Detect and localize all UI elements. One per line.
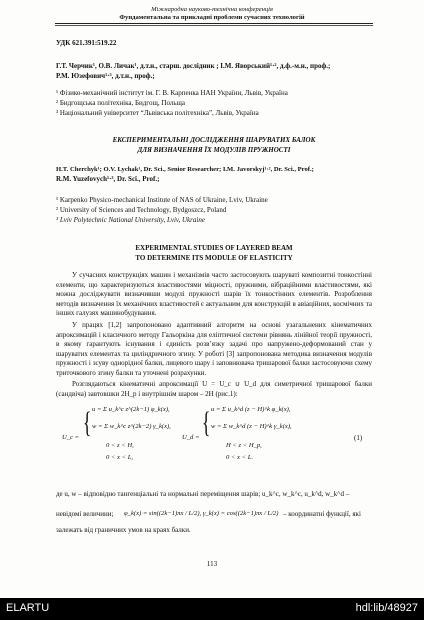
after-eq-line1: де u, w – відповідно тангенціальні та нормальні переміщення шарів; u_k^c, w_k^c, u_k^d, w_k^d – — [56, 490, 350, 498]
eq-right-cond1: H < z < H_p, — [226, 442, 262, 449]
title-en-line1: EXPERIMENTAL STUDIES OF LAYERED BEAM — [135, 244, 293, 252]
udk-code: УДК 621.391:519.22 — [56, 39, 117, 47]
footer-bar — [0, 598, 424, 620]
eq-right-brace: { — [201, 406, 211, 439]
affiliation-ua-2: ² Бидгощська політехніка, Бидгощ, Польща — [56, 99, 186, 107]
affiliation-en-3: ³ Lviv Polytechnic National University, Lviv, Ukraine — [56, 216, 205, 224]
eq-right-cond2: 0 < x < L. — [226, 454, 254, 461]
paragraph-1: У сучасних конструкціях машин і механізмів часто застосовують шаруваті композитні тонкостінні елементи, що характеризуються властивостями міцності, пружними, вібраційними властивостями, які можна досліджувати визначивши модулі пружності шарів їх тонкостінних елементів. Розроблення методів визначення їх механічних властивостей є актуальним для конструкцій в авіаційних, космічних та інших галузях машинобудування. — [56, 271, 372, 317]
authors-en-line1: H.T. Cherchyk¹; O.V. Lychak¹, Dr. Sci., Senior Researcher; I.M. Javorskyj¹·², Dr. Sci., Prof.; — [56, 166, 314, 173]
affiliation-en-1: ¹ Karpenko Physico-mechanical Institute of NAS of Ukraine, Lviv, Ukraine — [56, 196, 268, 204]
header-rule-thin — [55, 25, 373, 26]
eq-left-cond1: 0 < z < H, — [106, 442, 134, 449]
paragraph-2: У працях [1,2] запропоновано адаптивний алгоритм на основі узагальнених кінематичних апроксимацій і класичного методу Гальоркіна для еліптичної системи рівнянь лінійної теорії пружності, в якому гарантують існування і єдиність розв’язку задачі про напружено-деформований стан у шаруватих елементах та циліндричного згину. У роботі [3] запропонована методика визначення модулів пружності і зсуву однорідної балки, лицевого шару і заповнювача тришарової балки застосовуючи схему триточкового згину балки та уточнені розрахунки. — [56, 321, 372, 377]
eq-right-line1: u = Σ u_k^d (z − H)^k φ_k(x), — [211, 406, 291, 413]
authors-ua-line1: Г.Т. Черчик¹, О.В. Личак¹, д.т.н., старш. дослідник ; І.М. Яворський¹·², д.ф.-м.н., проф.; — [56, 62, 331, 70]
authors-ua-line2: Р.М. Юзефович¹·³, д.т.н., проф.; — [56, 72, 155, 80]
affiliation-ua-1: ¹ Фізико-механічний інститут ім. Г. В. Карпенка НАН України, Львів, Україна — [56, 89, 288, 97]
title-ua-line1: ЕКСПЕРИМЕНТАЛЬНІ ДОСЛІДЖЕННЯ ШАРУВАТИХ БАЛОК — [112, 136, 316, 144]
title-en-line2: TO DETERMINE ITS MODULE OF ELASTICITY — [135, 254, 293, 262]
eq-right-line2: w = Σ w_k^d (z − H)^k γ_k(x), — [211, 423, 292, 430]
after-eq-line2a: невідомі величини; — [56, 510, 114, 518]
conference-title: Фундаментальна та прикладні проблеми сучасних технологій — [119, 14, 305, 21]
footer-left: ELARTU — [6, 602, 50, 614]
conference-header: Міжнародна науково-технічна конференція — [151, 6, 273, 13]
eq-left-line2: w = Σ w_k^c z^(2k−2) γ_k(x), — [92, 423, 171, 430]
equation-number: (1) — [354, 434, 363, 442]
after-eq-line2b: φ_k(x) = sin((2k−1)πx / L/2), γ_k(x) = cos((2k−1)πx / L/2) — [124, 510, 279, 517]
after-eq-line3: залежать від граничних умов на краях балки. — [56, 526, 191, 534]
title-ua-line2: ДЛЯ ВИЗНАЧЕННЯ ЇХ МОДУЛІВ ПРУЖНОСТІ — [137, 146, 291, 154]
header-rule — [55, 23, 373, 24]
after-eq-line2c: – координатні функції, які — [283, 510, 361, 518]
paragraph-3: Розглядаються кінематичні апроксимації U = U_c ∪ U_d для симетричної тришарової балки (сандвіча) завтовшки 2H_p і внутрішнім шаром – 2H (рис.1): — [56, 380, 372, 398]
authors-en-line2: R.M. Yuzefovych¹·³, Dr. Sci., Prof.; — [56, 175, 160, 183]
affiliation-en-2: ² University of Sciences and Technology, Bydgoszcz, Poland — [56, 206, 227, 214]
equation-block — [56, 402, 372, 482]
page-number: 113 — [206, 560, 218, 568]
eq-left-cond2: 0 < x < L, — [106, 454, 134, 461]
eq-left-line1: u = Σ u_k^c z^(2k−1) φ_k(x), — [92, 406, 170, 413]
affiliation-ua-3: ³ Національний університет “Львівська політехніка”, Львів, Україна — [56, 109, 259, 117]
eq-right-label: U_d = — [182, 434, 200, 441]
eq-left-brace: { — [82, 406, 92, 439]
footer-right: hdl:lib/48927 — [355, 602, 418, 614]
eq-left-label: U_c = — [62, 434, 80, 441]
